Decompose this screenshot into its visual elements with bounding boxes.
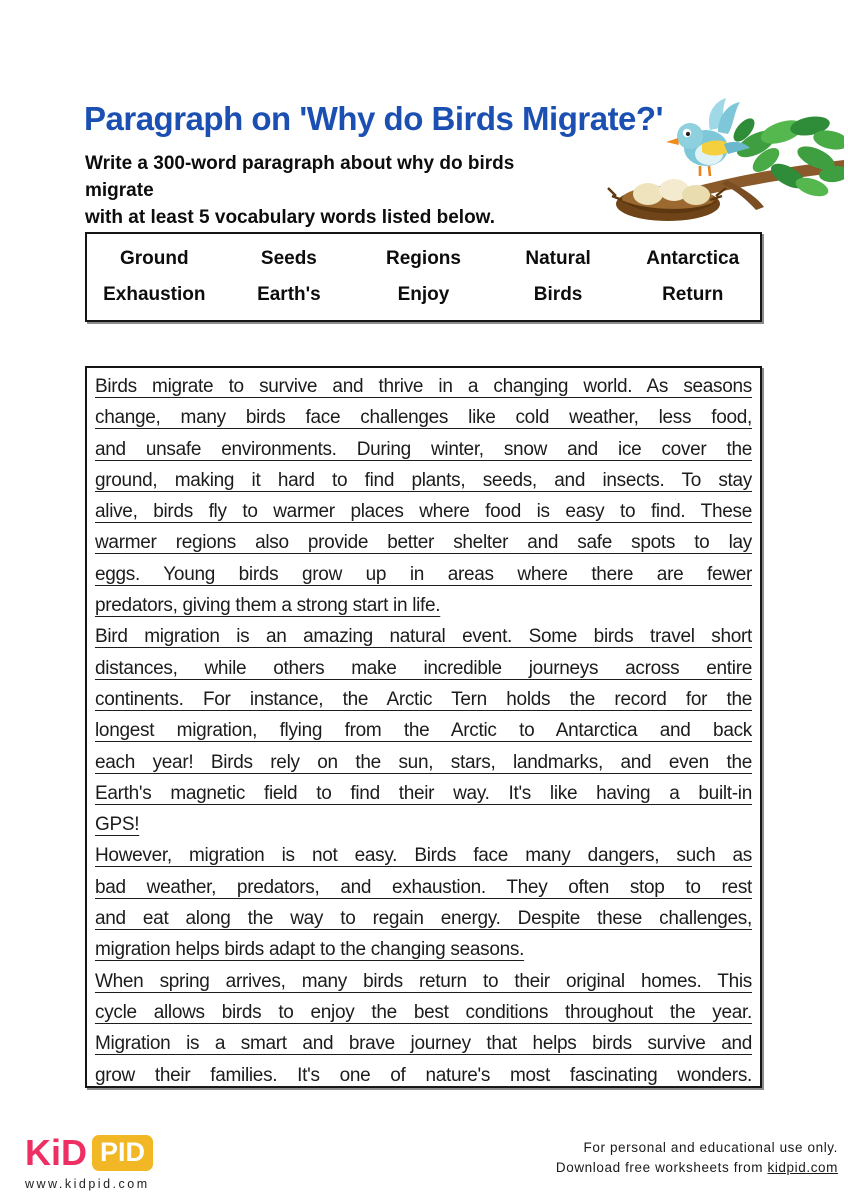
essay-line: Birds migrate to survive and thrive in a changing world. As seasons (95, 376, 752, 397)
vocab-word-earths: Earth's (257, 284, 321, 305)
vocab-word-ground: Ground (119, 248, 189, 269)
logo-pid-badge: PID (92, 1135, 153, 1171)
bird-illustration (606, 92, 844, 228)
essay-line: predators, giving them a strong start in life. (95, 595, 441, 617)
essay-line: However, migration is not easy. Birds face many dangers, such as (95, 845, 752, 867)
essay-line: distances, while others make incredible journeys across entire (95, 657, 752, 679)
kidpid-link[interactable]: kidpid.com (767, 1160, 838, 1175)
essay-line: Migration is a smart and brave journey that helps birds survive and (95, 1033, 752, 1055)
essay-line: alive, birds fly to warmer places where food is easy to find. These (95, 501, 752, 523)
vocab-word-antarctica: Antarctica (646, 248, 740, 269)
vocab-word-birds: Birds (533, 284, 583, 305)
essay-line: migration helps birds adapt to the changing seasons. (95, 939, 525, 961)
essay-line: warmer regions also provide better shelter and safe spots to lay (95, 532, 752, 554)
essay-box (85, 366, 762, 1088)
usage-note-line-2 (508, 1158, 838, 1178)
logo-kid-text: KiD (25, 1132, 87, 1173)
vocab-word-seeds: Seeds (260, 248, 317, 269)
essay-line: change, many birds face challenges like cold weather, less food, (95, 407, 752, 429)
instructions-text (85, 150, 565, 231)
essay-line: and eat along the way to regain energy. Despite these challenges, (95, 908, 752, 930)
essay-line: longest migration, flying from the Arctic to Antarctica and back (95, 720, 752, 742)
vocab-word-enjoy: Enjoy (397, 284, 450, 305)
page-title: Paragraph on 'Why do Birds Migrate?' (84, 100, 663, 137)
essay-line: grow their families. It's one of nature's most fascinating wonders. (95, 1064, 752, 1086)
logo-website-text: www.kidpid.com (25, 1177, 150, 1191)
vocabulary-box (85, 232, 762, 322)
essay-line: When spring arrives, many birds return to their original homes. This (95, 970, 752, 992)
vocab-word-regions: Regions (386, 248, 461, 269)
usage-note-line-1: For personal and educational use only. (583, 1140, 838, 1155)
essay-line: each year! Birds rely on the sun, stars, landmarks, and even the (95, 751, 752, 773)
usage-note-line-2-text: Download free worksheets from (555, 1160, 768, 1175)
bird-on-branch-illustration (606, 92, 844, 228)
essay-line: continents. For instance, the Arctic Tern holds the record for the (95, 688, 752, 710)
essay-line: ground, making it hard to find plants, seeds, and insects. To stay (95, 469, 752, 491)
vocab-word-exhaustion: Exhaustion (103, 284, 206, 305)
vocab-word-return: Return (662, 284, 724, 305)
vocab-word-natural: Natural (525, 248, 591, 269)
essay-line: Earth's magnetic field to find their way. It's like having a built-in (95, 782, 752, 804)
essay-line: GPS! (95, 814, 140, 836)
essay-line: eggs. Young birds grow up in areas where there are fewer (95, 563, 752, 585)
instructions-line-1: Write a 300-word paragraph about why do birds migrate (85, 153, 515, 201)
essay-line: Bird migration is an amazing natural event. Some birds travel short (95, 626, 752, 648)
usage-note (508, 1138, 838, 1178)
kidpid-logo (25, 1132, 225, 1191)
essay-line: cycle allows birds to enjoy the best conditions throughout the year. (95, 1001, 752, 1023)
instructions-line-2: with at least 5 vocabulary words listed below. (85, 207, 496, 228)
leaves (730, 114, 844, 200)
essay-line: and unsafe environments. During winter, snow and ice cover the (95, 438, 752, 460)
essay-line: bad weather, predators, and exhaustion. They often stop to rest (95, 876, 752, 898)
